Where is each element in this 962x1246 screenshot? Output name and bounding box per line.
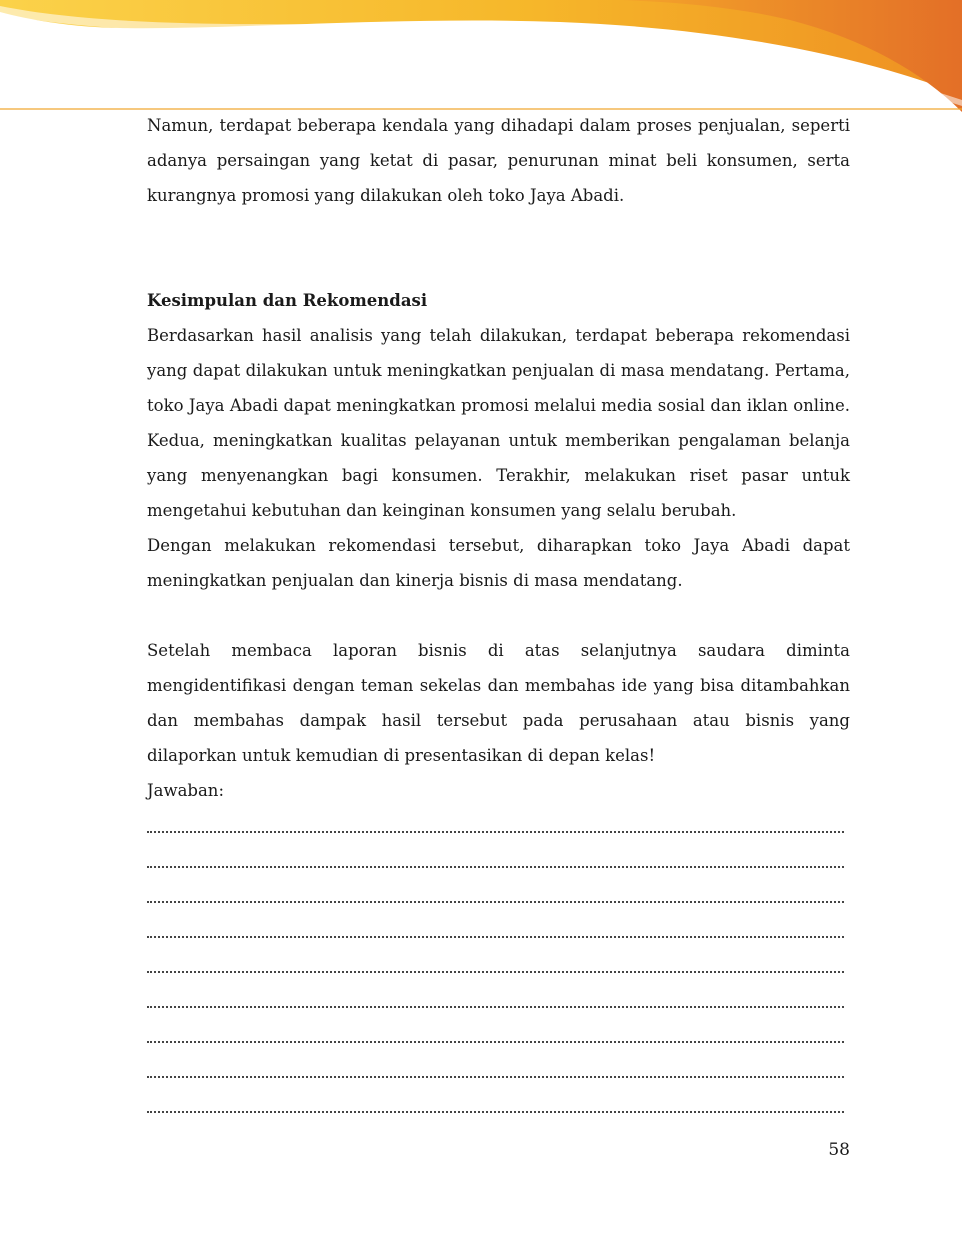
answer-line[interactable] [147,1088,850,1123]
answer-line[interactable] [147,913,850,948]
answer-line[interactable] [147,983,850,1018]
dotted-line [147,866,844,868]
page-content [147,108,850,1123]
task-instruction: Setelah membaca laporan bisnis di atas selanjutnya saudara diminta mengidentifikasi dengan teman sekelas dan membahas ide yang bisa ditambahkan dan membahas dampak hasil tersebut pada perusahaan atau bisnis yang dilaporkan untuk kemudian di presentasikan di depan kelas! [147,641,850,765]
dotted-line [147,1041,844,1043]
dotted-line [147,1076,844,1078]
answer-label: Jawaban: [147,781,224,800]
dotted-line [147,1006,844,1008]
header-decoration [0,0,962,115]
conclusion-paragraph: Dengan melakukan rekomendasi tersebut, diharapkan toko Jaya Abadi dapat meningkatkan penjualan dan kinerja bisnis di masa mendatang. [147,536,850,590]
dotted-line [147,1111,844,1113]
answer-line[interactable] [147,843,850,878]
answer-line[interactable] [147,878,850,913]
dotted-line [147,901,844,903]
section-heading: Kesimpulan dan Rekomendasi [147,291,428,310]
spacer [147,213,850,283]
page-number: 58 [828,1140,850,1160]
intro-paragraph: Namun, terdapat beberapa kendala yang dihadapi dalam proses penjualan, seperti adanya persaingan yang ketat di pasar, penurunan minat beli konsumen, serta kurangnya promosi yang dilakukan oleh toko Jaya Abadi. [147,116,850,205]
recommendation-paragraph: Berdasarkan hasil analisis yang telah dilakukan, terdapat beberapa rekomendasi yang dapat dilakukan untuk meningkatkan penjualan di masa mendatang. Pertama, toko Jaya Abadi dapat meningkatkan promosi melalui media sosial dan iklan online. Kedua, meningkatkan kualitas pelayanan untuk memberikan pengalaman belanja yang menyenangkan bagi konsumen. Terakhir, melakukan riset pasar untuk mengetahui kebutuhan dan keinginan konsumen yang selalu berubah. [147,326,850,520]
dotted-line [147,831,844,833]
dotted-line [147,971,844,973]
spacer [147,598,850,633]
answer-line[interactable] [147,1018,850,1053]
answer-line[interactable] [147,948,850,983]
answer-line[interactable] [147,808,850,843]
dotted-line [147,936,844,938]
answer-line[interactable] [147,1053,850,1088]
answer-area[interactable] [147,808,850,1123]
